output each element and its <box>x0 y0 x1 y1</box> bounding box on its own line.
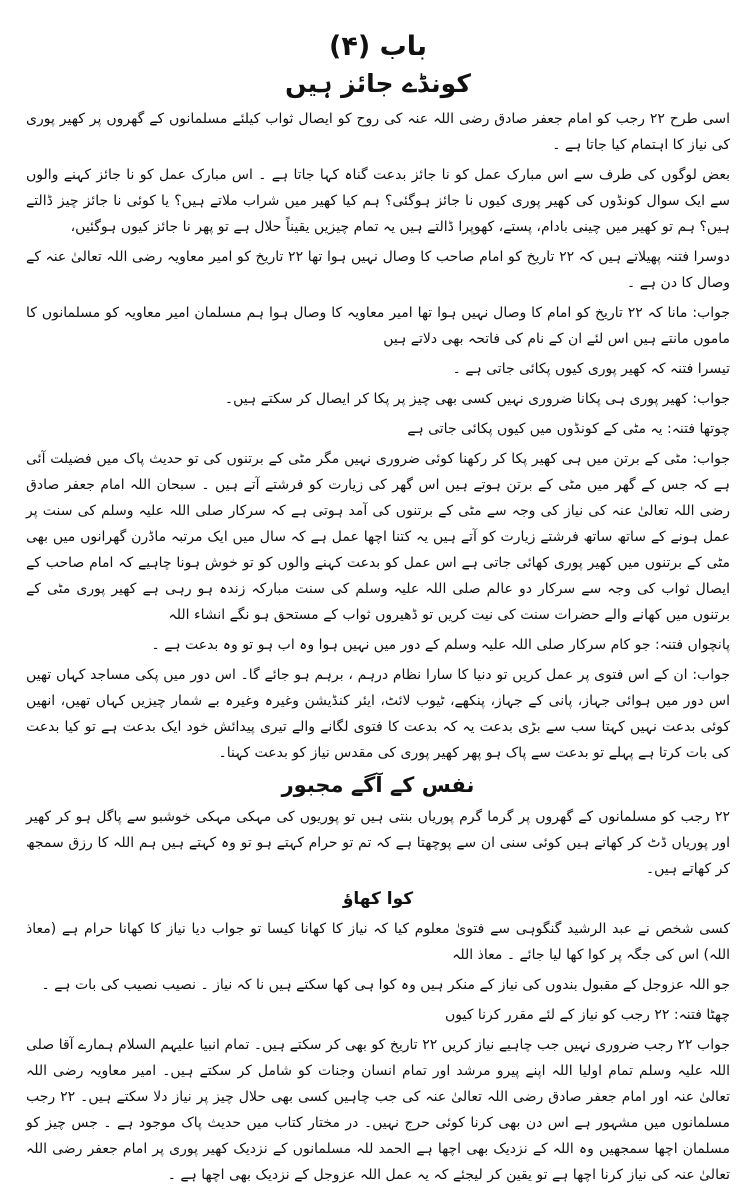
paragraph: اسی طرح ۲۲ رجب کو امام جعفر صادق رضی اللہ عنہ کی روح کو ایصال ثواب کیلئے مسلمانوں کے گھروں پر کھیر پوری کی نیاز کا اہتمام کیا جاتا ہے ۔ <box>26 111 730 153</box>
paragraph: جواب: مٹی کے برتن میں ہی کھیر پکا کر رکھنا کوئی ضروری نہیں مگر مٹی کے برتنوں کی تو حدیث پاک میں فضیلت آئی ہے کہ جس کے گھر میں مٹی کے برتن ہوتے ہیں اس گھر کی زیارت کو فرشتے آتے ہیں ۔ سبحان اللہ امام جعفر صادق رضی اللہ تعالیٰ عنہ کی نیاز کی وجہ سے مٹی کے برتنوں کی آمد ہوتی ہے کہ سرکار صلی اللہ علیہ وسلم کی سنت پر عمل ہونے کے ساتھ ساتھ فرشتے زیارت کو آتے ہیں یہ کتنا اچھا عمل ہے کہ سال میں ایک مرتبہ ماڈرن گھرانوں میں بھی مٹی کے برتنوں میں کھیر پوری کھائی جاتی ہے اس عمل کو بدعت کہنے والوں کو تو خوش ہونا چاہیے کہ امام صاحب کے ایصال ثواب کی وجہ سے سرکار دو عالم صلی اللہ علیہ وسلم کی سنت مبارکہ زندہ ہو رہی ہے کھیر پوری مٹی کے برتنوں میں کھانے والے حضرات سنت کی نیت کریں تو ڈھیروں ثواب کے مستحق ہو نگے انشاء اللہ <box>26 451 730 623</box>
paragraph: کسی شخص نے عبد الرشید گنگوہی سے فتویٰ معلوم کیا کہ نیاز کا کھانا کیسا تو جواب دیا نیاز کا کھانا حرام ہے (معاذ اللہ) اس کی جگہ پر کوا کھا لیا جائے ۔ معاذ اللہ <box>26 921 730 963</box>
paragraph: جواب: ان کے اس فتوی پر عمل کریں تو دنیا کا سارا نظام درہم ، برہم ہو جائے گا۔ اس دور میں پکی مساجد کہاں تھیں اس دور میں ہوائی جہاز، پانی کے جہاز، پنکھے، ٹیوب لائٹ، ایئر کنڈیشن وغیرہ وغیرہ بے شمار چیزیں کہاں تھیں، انھیں کوئی بدعت نہیں کہتا سب سے بڑی بدعت یہ کہ بدعت کا فتوی لگانے والے تیری پیدائش خود ایک بدعت ہے تو کیا بدعت کی بات کرتا ہے پہلے تو بدعت سے پاک ہو پھر کھیر پوری کی مقدس نیاز کو بدعت کہنا۔ <box>26 667 731 761</box>
section-heading: نفس کے آگے مجبور <box>281 773 475 797</box>
paragraph: پانچواں فتنہ: جو کام سرکار صلی اللہ علیہ وسلم کے دور میں نہیں ہوا وہ اب ہو تو وہ بدعت ہے ۔ <box>151 637 730 653</box>
paragraph: ۲۲ رجب کو مسلمانوں کے گھروں پر گرما گرم پوریاں بنتی ہیں تو پوریوں کی مہکی مہکی خوشبو سے پاگل ہو کر کھیر اور پوریاں ڈٹ کر کھاتے ہیں کوئی سنی ان سے پوچھتا ہے کہ تم تو حرام کہتے ہو تو وہ کہتے ہیں ہم اللہ کا رزق سمجھ کر کھاتے ہیں۔ <box>26 809 730 877</box>
paragraph: تیسرا فتنہ کہ کھیر پوری کیوں پکائی جاتی ہے ۔ <box>452 361 730 377</box>
paragraph: جواب: کھیر پوری ہی پکانا ضروری نہیں کسی بھی چیز پر پکا کر ایصال کر سکتے ہیں۔ <box>224 391 730 407</box>
paragraph: جواب ۲۲ رجب ضروری نہیں جب چاہیے نیاز کریں ۲۲ تاریخ کو بھی کر سکتے ہیں۔ تمام انبیا علیہم السلام ہمارے آقا صلی اللہ علیہ وسلم تمام اولیا اللہ اپنے پیرو مرشد اور تمام انسان وجنات کو شامل کر سکتے ہیں۔ امیر معاویہ رضی اللہ تعالیٰ عنہ اور امام جعفر صادق رضی اللہ تعالیٰ عنہ کی جب چاہیں کسی بھی حلال چیز پر نیاز دلا سکتے ہیں۔ ۲۲ رجب مسلمانوں میں مشہور ہے اس دن بھی کرنا کوئی حرج نہیں۔ در مختار کتاب میں حدیث پاک موجود ہے ۔ جس چیز کو مسلمان اچھا سمجھیں وہ اللہ کے نزدیک بھی اچھا ہے الحمد للہ مسلمانوں کے نزدیک کھیر پوری پر امام جعفر رضی اللہ تعالیٰ عنہ کی نیاز کرنا اچھا ہے تو یقین کر لیجئے کہ یہ عمل اللہ عزوجل کے نزدیک بھی اچھا ہے ۔ <box>26 1037 730 1183</box>
paragraph: جو اللہ عزوجل کے مقبول بندوں کی نیاز کے منکر ہیں وہ کوا ہی کھا سکتے ہیں نا کہ نیاز ۔ نصیب نصیب کی بات ہے ۔ <box>41 977 730 993</box>
section-heading: کوا کھاؤ <box>342 889 414 909</box>
paragraph: چھٹا فتنہ: ۲۲ رجب کو نیاز کے لئے مقرر کرنا کیوں <box>444 1007 730 1023</box>
paragraph: بعض لوگوں کی طرف سے اس مبارک عمل کو نا جائز بدعت گناہ کہا جاتا ہے ۔ اس مبارک عمل کو نا جائز کہنے والوں سے ایک سوال کونڈوں کی کھیر پوری کیوں نا جائز ہوگئی؟ ہم کیا کھیر میں شراب ملاتے ہیں؟ یا کوئی نا جائز چیز ڈالتے ہیں؟ ہم تو کھیر میں چینی بادام، پستے، کھوپرا ڈالتے ہیں یہ تمام چیزیں یقیناً حلال ہے تو پھر نا جائز کیوں ہوگئیں، <box>26 167 730 235</box>
paragraph: چوتھا فتنہ: یہ مٹی کے کونڈوں میں کیوں پکائی جاتی ہے <box>407 421 730 437</box>
paragraph: دوسرا فتنہ پھیلاتے ہیں کہ ۲۲ تاریخ کو امام صاحب کا وصال نہیں ہوا تھا ۲۲ تاریخ کو امیر معاویہ رضی اللہ تعالیٰ عنہ کے وصال کا دن ہے ۔ <box>26 249 730 291</box>
chapter-number: باب (۴) <box>329 31 427 62</box>
paragraph: جواب: مانا کہ ۲۲ تاریخ کو امام کا وصال نہیں ہوا تھا امیر معاویہ کا وصال ہوا ہم مسلمان امیر معاویہ کو مسلمانوں کا ماموں مانتے ہیں اس لئے ان کے نام کی فاتحہ بھی دلاتے ہیں <box>26 305 730 347</box>
page-title: کونڈے جائز ہیں <box>285 69 471 98</box>
